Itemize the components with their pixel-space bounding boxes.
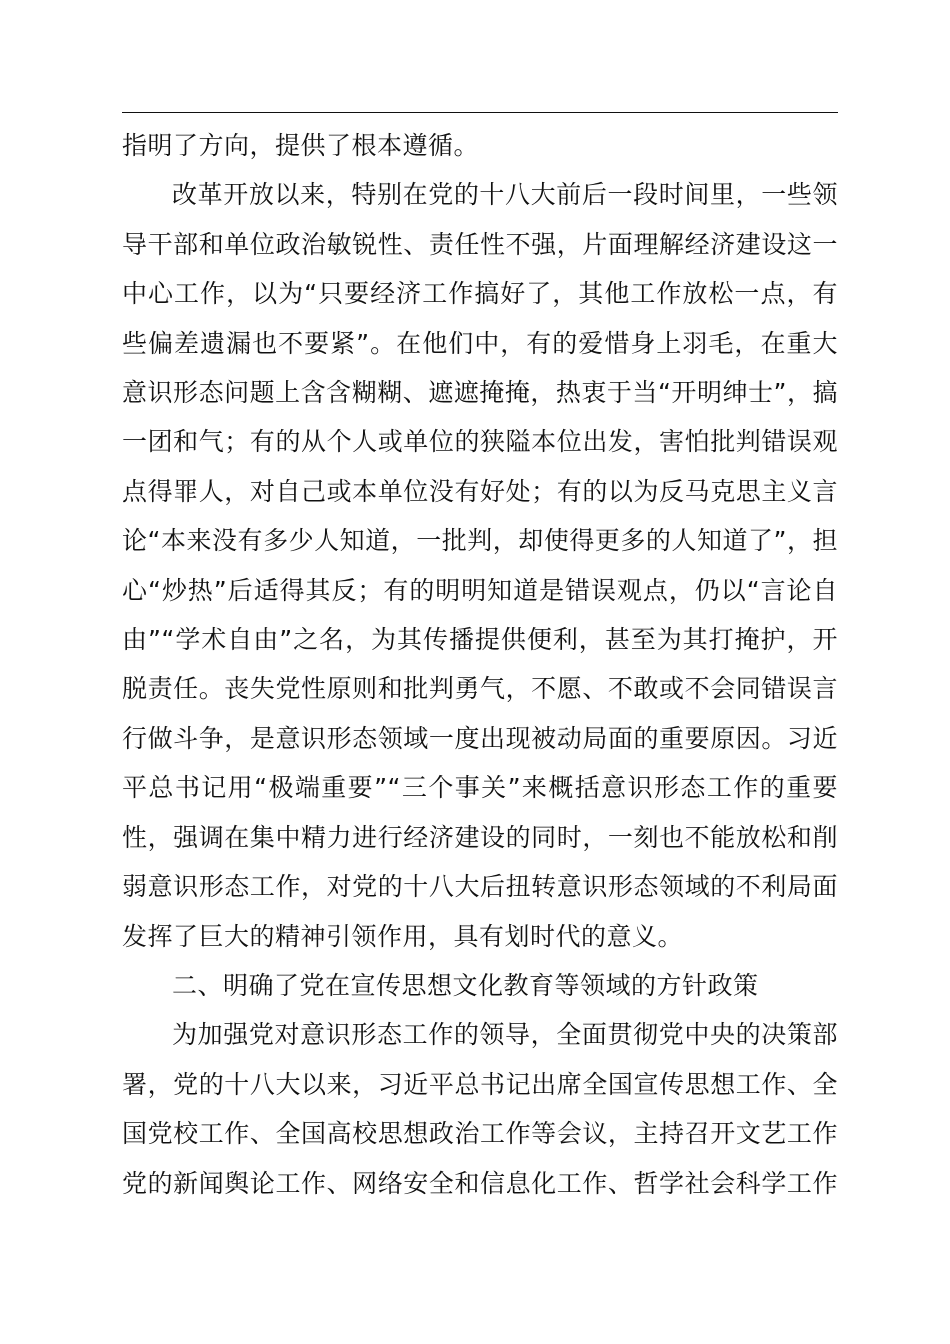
text-line-5: 些偏差遗漏也不要紧”。在他们中，有的爱惜身上羽毛，在重大 — [122, 329, 838, 358]
text-line-15: 性，强调在集中精力进行经济建设的同时，一刻也不能放松和削 — [122, 823, 838, 852]
text-line-19: 为加强党对意识形态工作的领导，全面贯彻党中央的决策部 — [172, 1020, 838, 1049]
text-line-10: 心“炒热”后适得其反；有的明明知道是错误观点，仍以“言论自 — [122, 576, 838, 605]
text-line-14: 平总书记用“极端重要”“三个事关”来概括意识形态工作的重要 — [122, 773, 838, 802]
text-line-11: 由”“学术自由”之名，为其传播提供便利，甚至为其打掩护，开 — [122, 625, 838, 654]
text-line-12: 脱责任。丧失党性原则和批判勇气，不愿、不敢或不会同错误言 — [122, 674, 838, 703]
text-line-4: 中心工作，以为“只要经济工作搞好了，其他工作放松一点，有 — [122, 279, 838, 308]
section-heading: 二、明确了党在宣传思想文化教育等领域的方针政策 — [172, 971, 759, 1000]
text-line-21: 国党校工作、全国高校思想政治工作等会议，主持召开文艺工作 — [122, 1119, 838, 1148]
text-line-7: 一团和气；有的从个人或单位的狭隘本位出发，害怕批判错误观 — [122, 427, 838, 456]
text-line-16: 弱意识形态工作，对党的十八大后扭转意识形态领域的不利局面 — [122, 872, 838, 901]
text-line-17: 发挥了巨大的精神引领作用，具有划时代的意义。 — [122, 922, 684, 951]
text-line-9: 论“本来没有多少人知道，一批判，却使得更多的人知道了”，担 — [122, 526, 838, 555]
text-line-3: 导干部和单位政治敏锐性、责任性不强，片面理解经济建设这一 — [122, 230, 838, 259]
text-line-22: 党的新闻舆论工作、网络安全和信息化工作、哲学社会科学工作 — [122, 1169, 838, 1198]
text-line-20: 署，党的十八大以来，习近平总书记出席全国宣传思想工作、全 — [122, 1070, 838, 1099]
text-line-13: 行做斗争，是意识形态领域一度出现被动局面的重要原因。习近 — [122, 724, 838, 753]
text-line-1: 指明了方向，提供了根本遵循。 — [122, 131, 480, 160]
text-line-6: 意识形态问题上含含糊糊、遮遮掩掩，热衷于当“开明绅士”，搞 — [122, 378, 838, 407]
header-rule — [122, 112, 838, 113]
text-line-2: 改革开放以来，特别在党的十八大前后一段时间里，一些领 — [172, 180, 838, 209]
text-line-8: 点得罪人，对自己或本单位没有好处；有的以为反马克思主义言 — [122, 477, 838, 506]
